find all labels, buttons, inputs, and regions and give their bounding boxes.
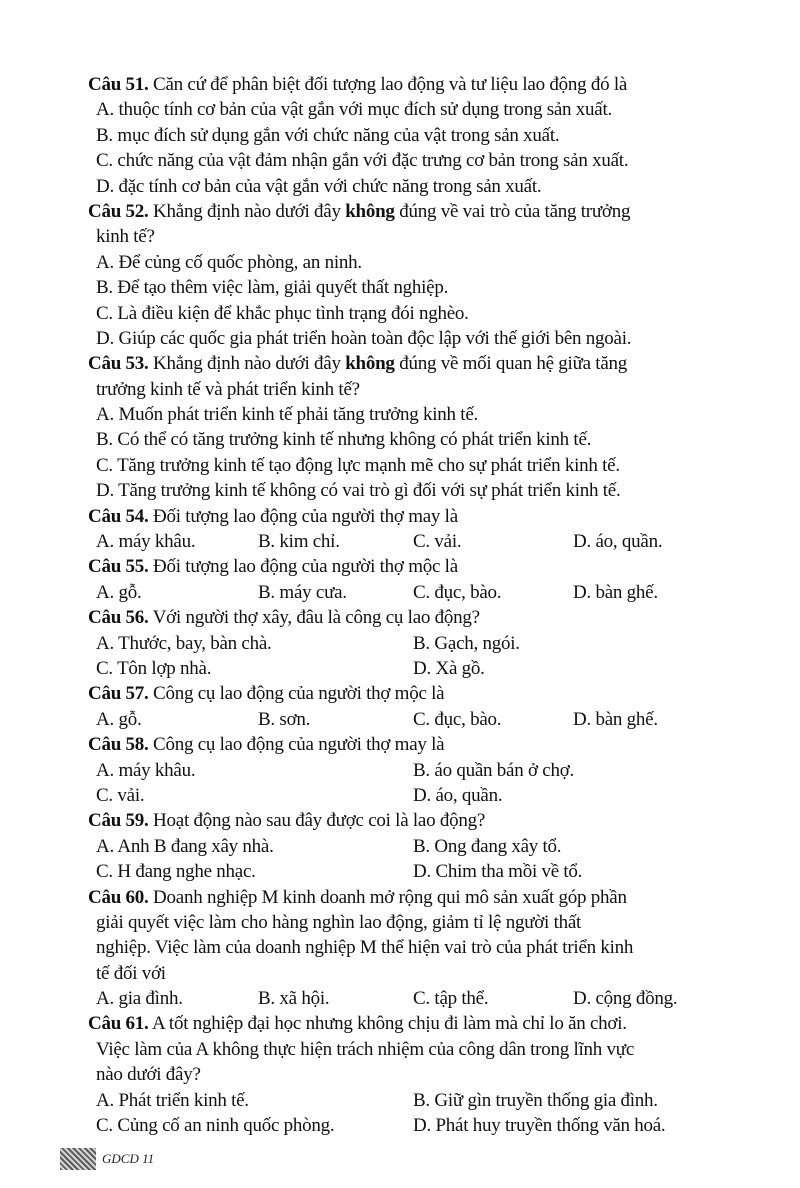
- stem-text: trưởng kinh tế và phát triển kinh tế?: [96, 378, 360, 400]
- stem-text: Đối tượng lao động của người thợ mộc là: [148, 556, 458, 578]
- question-stem-line: [88, 681, 778, 706]
- stem-text: Công cụ lao động của người thợ may là: [148, 734, 445, 756]
- question-number: Câu 61.: [88, 1013, 149, 1035]
- question-stem-line: [88, 732, 778, 757]
- question: [88, 351, 778, 503]
- answer-row: [88, 834, 778, 859]
- answer-option: A. Phát triển kinh tế.: [96, 1089, 249, 1111]
- answer-option: D. Xà gồ.: [413, 657, 485, 679]
- answer-option: B. Có thể có tăng trưởng kinh tế nhưng không có phát triển kinh tế.: [96, 429, 592, 451]
- answer-option: C. vải.: [96, 784, 145, 806]
- stem-text: Việc làm của A không thực hiện trách nhiệm của công dân trong lĩnh vực: [96, 1038, 635, 1060]
- question-number: Câu 59.: [88, 810, 149, 832]
- question-stem-line: [88, 199, 778, 224]
- answer-option: A. máy khâu.: [96, 531, 196, 553]
- answer-option: A. Anh B đang xây nhà.: [96, 835, 274, 857]
- answer-row: [88, 986, 778, 1011]
- answer-option: C. Củng cố an ninh quốc phòng.: [96, 1115, 335, 1137]
- question-stem-line: [88, 1062, 778, 1087]
- question-number: Câu 54.: [88, 505, 149, 527]
- question-stem-line: [88, 224, 778, 249]
- answer-option: D. Phát huy truyền thống văn hoá.: [413, 1115, 666, 1137]
- question: [88, 732, 778, 808]
- question-stem-line: [88, 1037, 778, 1062]
- question-stem-line: [88, 351, 778, 376]
- question-stem-line: [88, 1011, 778, 1036]
- question-stem-line: [88, 72, 778, 97]
- question: [88, 72, 778, 199]
- stem-text: Doanh nghiệp M kinh doanh mở rộng qui mô sản xuất góp phần: [148, 886, 627, 908]
- answer-row: [88, 783, 778, 808]
- question-number: Câu 55.: [88, 556, 149, 578]
- answer-option: D. Giúp các quốc gia phát triển hoàn toàn độc lập với thế giới bên ngoài.: [96, 327, 632, 349]
- stem-text: Khẳng định nào dưới đây: [148, 353, 346, 375]
- question-stem-line: [88, 377, 778, 402]
- answer-option: D. bàn ghế.: [573, 581, 658, 603]
- answer-option: A. gia đình.: [96, 988, 183, 1010]
- question: [88, 885, 778, 1012]
- answer-option: C. vải.: [413, 531, 462, 553]
- answer-option: D. đặc tính cơ bản của vật gắn với chức năng trong sản xuất.: [96, 175, 542, 197]
- question-stem-line: [88, 910, 778, 935]
- stem-text: Khẳng định nào dưới đây: [148, 200, 346, 222]
- answer-option: A. gỗ.: [96, 581, 142, 603]
- question-number: Câu 52.: [88, 200, 149, 222]
- question-number: Câu 58.: [88, 734, 149, 756]
- answer-option: C. Là điều kiện để khắc phục tình trạng đói nghèo.: [96, 302, 469, 324]
- answer-option: C. đục, bào.: [413, 581, 502, 603]
- stem-text: A tốt nghiệp đại học nhưng không chịu đi làm mà chỉ lo ăn chơi.: [148, 1013, 627, 1035]
- answer-option: D. Tăng trưởng kinh tế không có vai trò gì đối với sự phát triển kinh tế.: [96, 480, 621, 502]
- answer-option: B. mục đích sử dụng gắn với chức năng của vật trong sản xuất.: [96, 124, 560, 146]
- answer-option: B. Ong đang xây tổ.: [413, 835, 562, 857]
- answer-option: C. H đang nghe nhạc.: [96, 861, 256, 883]
- answer-option: B. kim chỉ.: [258, 531, 340, 553]
- question-list: [88, 72, 778, 1138]
- stem-text: tế đối với: [96, 962, 166, 984]
- question-stem-line: [88, 935, 778, 960]
- answer-option: B. Để tạo thêm việc làm, giải quyết thất nghiệp.: [96, 277, 449, 299]
- stem-text: đúng về vai trò của tăng trưởng: [394, 200, 631, 222]
- question-stem-line: [88, 885, 778, 910]
- answer-option: C. Tăng trưởng kinh tế tạo động lực mạnh mẽ cho sự phát triển kinh tế.: [96, 454, 620, 476]
- emphasis-text: không: [345, 353, 395, 375]
- stem-text: nào dưới đây?: [96, 1064, 201, 1086]
- question: [88, 199, 778, 351]
- answer-row: [88, 859, 778, 884]
- question-stem-line: [88, 808, 778, 833]
- answer-row: [88, 656, 778, 681]
- stem-text: kinh tế?: [96, 226, 155, 248]
- answer-option: B. Gạch, ngói.: [413, 632, 520, 654]
- answer-option: A. gỗ.: [96, 708, 142, 730]
- answer-option: D. cộng đồng.: [573, 988, 678, 1010]
- stem-text: Công cụ lao động của người thợ mộc là: [148, 683, 445, 705]
- question-stem-line: [88, 961, 778, 986]
- answer-option: A. máy khâu.: [96, 759, 196, 781]
- answer-option: A. Thước, bay, bàn chà.: [96, 632, 272, 654]
- stem-text: Đối tượng lao động của người thợ may là: [148, 505, 458, 527]
- stem-text: giải quyết việc làm cho hàng nghìn lao động, giảm tỉ lệ người thất: [96, 911, 582, 933]
- answer-row: [88, 1088, 778, 1113]
- answer-option: C. Tôn lợp nhà.: [96, 657, 212, 679]
- answer-option: B. máy cưa.: [258, 581, 347, 603]
- stem-text: Căn cứ để phân biệt đối tượng lao động và tư liệu lao động đó là: [148, 74, 628, 95]
- question: [88, 504, 778, 555]
- answer-option: B. Giữ gìn truyền thống gia đình.: [413, 1089, 658, 1111]
- answer-row: [88, 707, 778, 732]
- question-stem-line: [88, 504, 778, 529]
- answer-option: A. thuộc tính cơ bản của vật gắn với mục đích sử dụng trong sản xuất.: [96, 99, 613, 121]
- question: [88, 681, 778, 732]
- question-number: Câu 57.: [88, 683, 149, 705]
- answer-option: B. sơn.: [258, 708, 311, 730]
- emphasis-text: không: [345, 200, 395, 222]
- answer-row: [88, 758, 778, 783]
- question: [88, 808, 778, 884]
- answer-option: C. chức năng của vật đảm nhận gắn với đặc trưng cơ bản trong sản xuất.: [96, 150, 629, 172]
- footer-text: GDCD 11: [102, 1151, 155, 1166]
- answer-option: D. áo, quần.: [573, 531, 663, 553]
- stem-text: đúng về mối quan hệ giữa tăng: [394, 353, 628, 375]
- stem-text: Với người thợ xây, đâu là công cụ lao động?: [148, 607, 480, 629]
- question-stem-line: [88, 554, 778, 579]
- answer-row: [88, 1113, 778, 1138]
- answer-option: B. áo quần bán ở chợ.: [413, 759, 574, 781]
- stem-text: Hoạt động nào sau đây được coi là lao động?: [148, 810, 486, 832]
- answer-option: C. tập thể.: [413, 988, 489, 1010]
- answer-row: [88, 631, 778, 656]
- question-number: Câu 51.: [88, 74, 149, 95]
- question-number: Câu 56.: [88, 607, 149, 629]
- question-number: Câu 53.: [88, 353, 149, 375]
- answer-option: D. áo, quần.: [413, 784, 503, 806]
- stem-text: nghiệp. Việc làm của doanh nghiệp M thể hiện vai trò của phát triển kinh: [96, 937, 634, 959]
- answer-option: D. bàn ghế.: [573, 708, 658, 730]
- answer-row: [88, 529, 778, 554]
- answer-option: D. Chim tha mồi về tổ.: [413, 861, 583, 883]
- question: [88, 605, 778, 681]
- answer-option: B. xã hội.: [258, 988, 330, 1010]
- answer-option: A. Muốn phát triển kinh tế phải tăng trưởng kinh tế.: [96, 404, 479, 426]
- answer-row: [88, 580, 778, 605]
- question: [88, 1011, 778, 1138]
- answer-option: C. đục, bào.: [413, 708, 502, 730]
- question: [88, 554, 778, 605]
- question-stem-line: [88, 605, 778, 630]
- publisher-logo-icon: [60, 1148, 96, 1170]
- page-footer: [60, 1148, 154, 1170]
- question-number: Câu 60.: [88, 886, 149, 908]
- answer-option: A. Để củng cố quốc phòng, an ninh.: [96, 251, 362, 273]
